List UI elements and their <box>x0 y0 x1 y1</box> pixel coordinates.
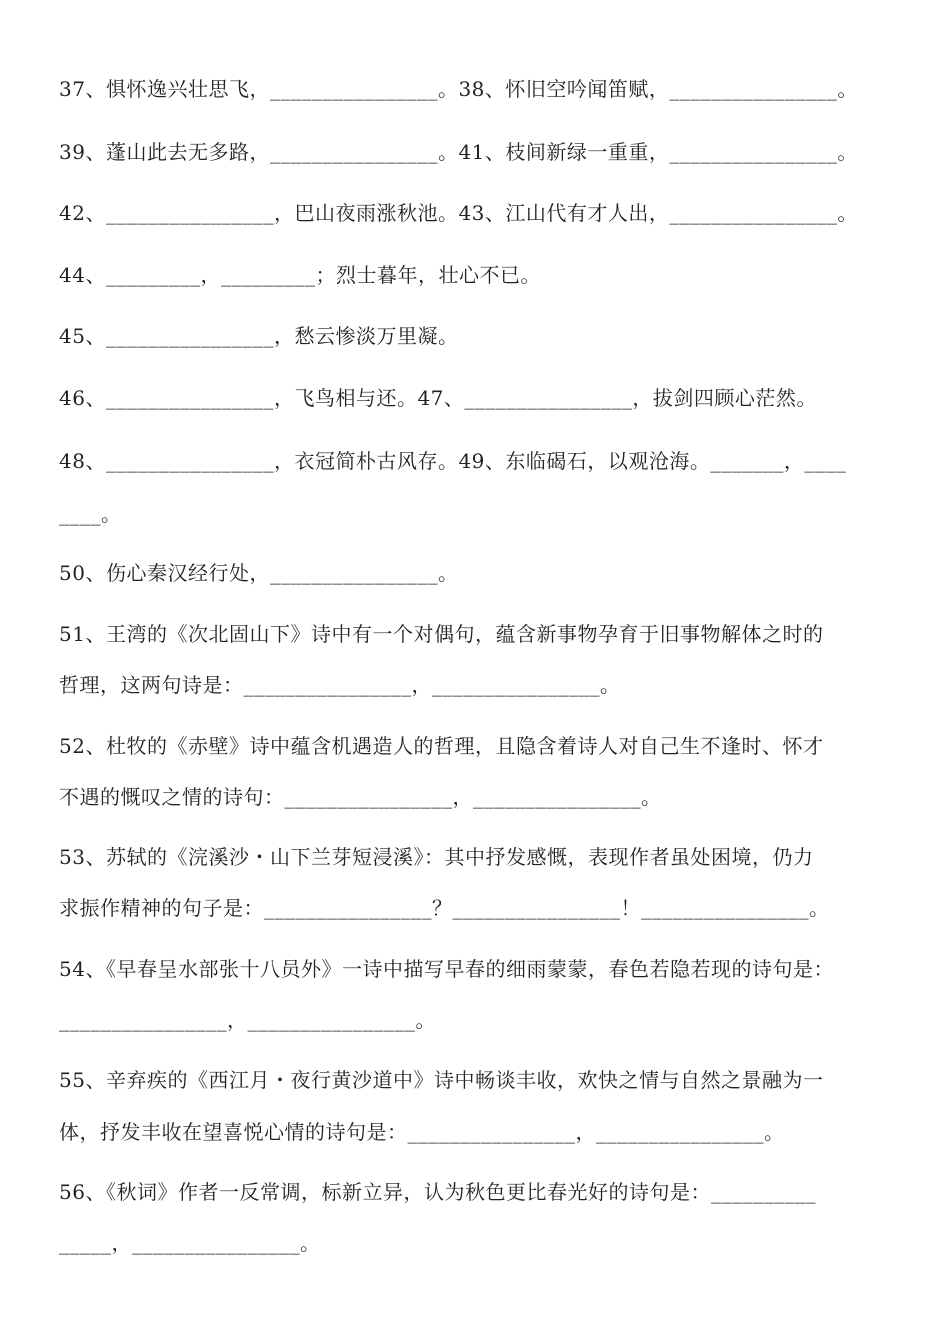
question-54-line-2: ________________，________________。 <box>59 1008 436 1032</box>
question-42-43: 42、________________，巴山夜雨涨秋池。43、江山代有才人出，________________。 <box>59 201 858 225</box>
question-51-line-1: 51、王湾的《次北固山下》诗中有一个对偶句，蕴含新事物孕育于旧事物解体之时的 <box>59 622 824 646</box>
question-55-line-2: 体，抒发丰收在望喜悦心情的诗句是：________________，________________。 <box>59 1120 785 1144</box>
question-55-line-1: 55、辛弃疾的《西江月・夜行黄沙道中》诗中畅谈丰收，欢快之情与自然之景融为一 <box>59 1068 824 1092</box>
question-44: 44、_________，_________；烈士暮年，壮心不已。 <box>59 263 541 287</box>
question-56-line-2: _____，________________。 <box>59 1231 321 1255</box>
question-52-line-1: 52、杜牧的《赤壁》诗中蕴含机遇造人的哲理，且隐含着诗人对自己生不逢时、怀才 <box>59 734 824 758</box>
question-46-47: 46、________________，飞鸟相与还。47、________________，拔剑四顾心茫然。 <box>59 386 817 410</box>
question-50: 50、伤心秦汉经行处，________________。 <box>59 561 459 585</box>
question-49-cont: ____。 <box>59 502 122 526</box>
question-54-line-1: 54、《早春呈水部张十八员外》一诗中描写早春的细雨蒙蒙，春色若隐若现的诗句是： <box>59 957 834 981</box>
question-52-line-2: 不遇的慨叹之情的诗句：________________，________________。 <box>59 785 662 809</box>
question-37-38: 37、惧怀逸兴壮思飞，________________。38、怀旧空吟闻笛赋，________________。 <box>59 77 858 101</box>
question-51-line-2: 哲理，这两句诗是：________________，________________。 <box>59 673 621 697</box>
question-39-41: 39、蓬山此去无多路，________________。41、枝间新绿一重重，________________。 <box>59 140 858 164</box>
question-53-line-1: 53、苏轼的《浣溪沙・山下兰芽短浸溪》：其中抒发感慨，表现作者虽处困境，仍力 <box>59 845 814 869</box>
question-56-line-1: 56、《秋词》作者一反常调，标新立异，认为秋色更比春光好的诗句是：__________ <box>59 1180 816 1204</box>
question-53-line-2: 求振作精神的句子是：________________？________________！________________。 <box>59 896 830 920</box>
question-48-49: 48、________________，衣冠简朴古风存。49、东临碣石，以观沧海。_______，____ <box>59 449 847 473</box>
question-45: 45、________________，愁云惨淡万里凝。 <box>59 324 459 348</box>
